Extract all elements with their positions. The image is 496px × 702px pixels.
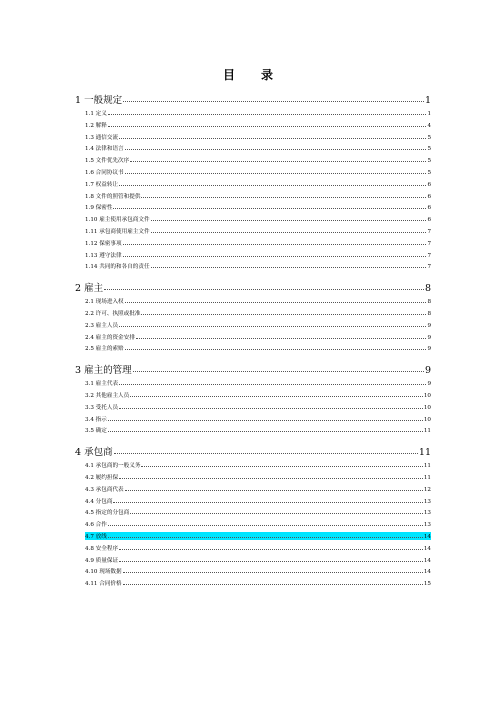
toc-section-entry[interactable] (85, 144, 431, 152)
toc-entry-label: 2.4 雇主的资金安排 (85, 334, 135, 341)
toc-entry-label: 4 承包商 (75, 447, 113, 457)
toc-entry-label: 2 雇主 (75, 283, 104, 293)
toc-dot-leader (130, 161, 426, 162)
toc-entry-label: 1.5 文件优先次序 (85, 158, 130, 165)
toc-section-entry[interactable] (85, 344, 431, 352)
toc-entry-page-number: 10 (423, 393, 431, 399)
toc-entry-label: 2.1 现场进入权 (85, 299, 124, 306)
toc-title-char-1: 目 (222, 68, 235, 82)
toc-dot-leader (119, 549, 423, 550)
toc-entry-page-number: 10 (423, 404, 431, 411)
toc-entry-page-number: 7 (427, 252, 431, 259)
toc-dot-leader (151, 220, 427, 221)
toc-dot-leader (141, 197, 426, 198)
toc-entry-label: 1.1 定义 (85, 111, 107, 117)
toc-section-entry[interactable] (85, 415, 431, 423)
toc-section-entry[interactable] (85, 544, 431, 552)
toc-dot-leader (108, 126, 427, 127)
toc-section-entry[interactable] (85, 485, 431, 493)
toc-entry-page-number: 7 (427, 229, 431, 235)
toc-section-entry[interactable] (85, 239, 431, 247)
toc-section-entry[interactable] (85, 473, 431, 481)
toc-entry-label: 1.6 合同协议书 (85, 170, 124, 176)
toc-entry-page-number: 13 (423, 510, 431, 517)
toc-section-entry[interactable] (85, 426, 431, 434)
toc-entry-page-number: 1 (427, 111, 431, 117)
toc-entry-page-number: 13 (423, 522, 431, 529)
toc-dot-leader (123, 572, 423, 573)
toc-entry-page-number: 1 (424, 95, 431, 104)
toc-entry-label: 1.8 文件的照管和提供 (85, 193, 141, 200)
toc-dot-leader (123, 101, 424, 102)
toc-entry-label: 1.7 权益转让 (85, 181, 119, 188)
toc-section-entry[interactable] (85, 520, 431, 528)
toc-dot-leader (141, 466, 422, 467)
toc-entry-page-number: 5 (427, 134, 431, 141)
toc-section-entry[interactable] (85, 461, 431, 469)
toc-entry-label: 3.5 确定 (85, 428, 107, 435)
toc-section-entry[interactable] (85, 251, 431, 259)
toc-section-entry[interactable] (85, 379, 431, 387)
toc-title-char-2: 录 (261, 68, 274, 82)
toc-chapter-entry[interactable] (75, 444, 431, 456)
toc-section-entry[interactable] (85, 321, 431, 329)
toc-dot-leader (130, 513, 423, 514)
toc-entry-label: 4.1 承包商的一般义务 (85, 463, 141, 470)
toc-entry-label: 1.9 保密性 (85, 205, 113, 212)
toc-section-entry[interactable] (85, 497, 431, 505)
toc-entry-page-number: 7 (427, 240, 431, 247)
toc-entry-label: 3.3 受托人员 (85, 404, 119, 411)
toc-section-entry[interactable] (85, 133, 431, 141)
toc-entry-label: 4.4 分包商 (85, 498, 113, 505)
toc-entry-page-number: 9 (427, 346, 431, 353)
toc-section-entry[interactable] (85, 192, 431, 200)
toc-dot-leader (104, 289, 424, 290)
toc-entry-label: 1.3 通信交流 (85, 134, 119, 141)
toc-dot-leader (130, 396, 423, 397)
toc-section-entry[interactable] (85, 508, 431, 516)
toc-entry-label: 1.11 承包商使用雇主文件 (85, 229, 150, 235)
toc-entry-page-number: 6 (427, 217, 431, 224)
toc-dot-leader (119, 408, 423, 409)
toc-entry-label: 3.4 指示 (85, 416, 107, 423)
toc-dot-leader (119, 478, 423, 479)
toc-entry-label: 4.3 承包商代表 (85, 486, 124, 493)
toc-entry-label: 4.10 现场数据 (85, 569, 122, 576)
toc-entry-label: 3 雇主的管理 (75, 365, 132, 375)
toc-dot-leader (136, 338, 427, 339)
toc-entry-label: 4.6 合作 (85, 522, 107, 529)
toc-dot-leader (108, 525, 423, 526)
toc-section-entry[interactable] (85, 297, 431, 305)
toc-dot-leader (125, 302, 427, 303)
toc-entry-page-number: 8 (424, 283, 431, 293)
toc-dot-leader (125, 173, 427, 174)
toc-dot-leader (119, 561, 423, 562)
toc-section-entry[interactable] (85, 180, 431, 188)
toc-dot-leader (133, 371, 424, 372)
toc-entry-page-number: 9 (427, 334, 431, 341)
toc-dot-leader (108, 537, 423, 538)
toc-entry-page-number: 5 (427, 170, 431, 176)
toc-entry-page-number: 5 (427, 146, 431, 153)
toc-dot-leader (119, 185, 426, 186)
toc-entry-label: 4.9 质量保证 (85, 557, 119, 564)
toc-dot-leader (125, 490, 423, 491)
toc-entry-page-number: 13 (423, 498, 431, 505)
toc-entry-page-number: 9 (424, 365, 431, 375)
toc-section-entry[interactable] (85, 203, 431, 211)
toc-section-entry[interactable] (85, 215, 431, 223)
toc-section-entry[interactable] (85, 262, 431, 270)
toc-dot-leader (113, 502, 422, 503)
toc-dot-leader (108, 431, 423, 432)
toc-section-entry[interactable] (85, 121, 431, 129)
toc-dot-leader (108, 114, 427, 115)
toc-entry-label: 3.2 其他雇主人员 (85, 393, 130, 399)
toc-section-entry[interactable] (85, 168, 431, 176)
toc-section-entry[interactable] (85, 333, 431, 341)
toc-entry-page-number: 14 (423, 569, 431, 576)
toc-entry-label: 1.13 遵守法律 (85, 252, 122, 259)
toc-entry-page-number: 15 (423, 581, 431, 588)
toc-title (0, 66, 496, 83)
toc-entry-page-number: 6 (427, 205, 431, 212)
toc-entry-page-number: 11 (418, 447, 431, 457)
toc-entry-label: 1.14 共同的和各自的责任 (85, 264, 150, 271)
toc-section-entry[interactable] (85, 403, 431, 411)
toc-chapter-entry[interactable] (75, 280, 431, 292)
toc-section-entry[interactable] (85, 227, 431, 235)
toc-dot-leader (123, 256, 427, 257)
toc-dot-leader (151, 267, 427, 268)
toc-entry-label: 4.2 履约担保 (85, 475, 119, 481)
toc-entry-label: 3.1 雇主代表 (85, 381, 119, 388)
toc-section-entry[interactable] (85, 556, 431, 564)
toc-entry-label: 2.3 雇主人员 (85, 322, 119, 329)
toc-section-entry[interactable] (85, 579, 431, 587)
toc-section-entry[interactable] (85, 309, 431, 317)
toc-dot-leader (151, 232, 427, 233)
toc-dot-leader (119, 326, 426, 327)
toc-entry-page-number: 9 (427, 322, 431, 329)
toc-entry-label: 1 一般规定 (75, 95, 123, 104)
toc-entry-page-number: 11 (423, 475, 431, 481)
toc-section-entry[interactable] (85, 567, 431, 575)
toc-entry-label: 1.10 雇主使用承包商文件 (85, 217, 150, 224)
toc-entry-page-number: 5 (427, 158, 431, 165)
toc-entry-page-number: 11 (423, 463, 431, 470)
toc-section-entry[interactable] (85, 532, 431, 540)
toc-entry-label: 4.8 安全程序 (85, 545, 119, 552)
toc-entry-label: 2.5 雇主的索赔 (85, 346, 124, 353)
toc-dot-leader (114, 453, 418, 454)
toc-entry-page-number: 11 (423, 428, 431, 435)
toc-dot-leader (113, 208, 426, 209)
toc-entry-page-number: 7 (427, 264, 431, 271)
toc-entry-label: 1.12 保密事项 (85, 240, 122, 247)
toc-chapter-entry[interactable] (75, 362, 431, 374)
toc-dot-leader (119, 384, 426, 385)
toc-entry-label: 1.2 解释 (85, 122, 107, 129)
toc-entry-label: 1.4 法律和语言 (85, 146, 124, 153)
toc-entry-page-number: 6 (427, 181, 431, 188)
toc-entry-page-number: 14 (423, 534, 431, 540)
toc-dot-leader (123, 244, 427, 245)
toc-dot-leader (108, 420, 423, 421)
toc-dot-leader (125, 349, 427, 350)
toc-entry-page-number: 8 (427, 311, 431, 317)
toc-entry-page-number: 6 (427, 193, 431, 200)
toc-entry-page-number: 14 (423, 557, 431, 564)
toc-dot-leader (141, 314, 426, 315)
toc-section-entry[interactable] (85, 156, 431, 164)
toc-section-entry[interactable] (85, 391, 431, 399)
toc-chapter-entry[interactable] (75, 92, 431, 104)
toc-entry-label: 2.2 许可、执照或批准 (85, 311, 141, 317)
toc-entry-page-number: 4 (427, 122, 431, 129)
toc-dot-leader (119, 138, 426, 139)
toc-entry-page-number: 14 (423, 545, 431, 552)
toc-entry-label: 4.11 合同价格 (85, 581, 122, 588)
toc-entry-page-number: 8 (427, 299, 431, 306)
toc-entry-label: 4.5 指定的分包商 (85, 510, 130, 517)
toc-entry-label: 4.7 放线 (85, 534, 107, 540)
toc-entry-page-number: 9 (427, 381, 431, 388)
toc-section-entry[interactable] (85, 109, 431, 117)
toc-entry-page-number: 12 (423, 486, 431, 493)
toc-dot-leader (125, 149, 427, 150)
toc-dot-leader (123, 584, 423, 585)
toc-entry-page-number: 10 (423, 416, 431, 423)
